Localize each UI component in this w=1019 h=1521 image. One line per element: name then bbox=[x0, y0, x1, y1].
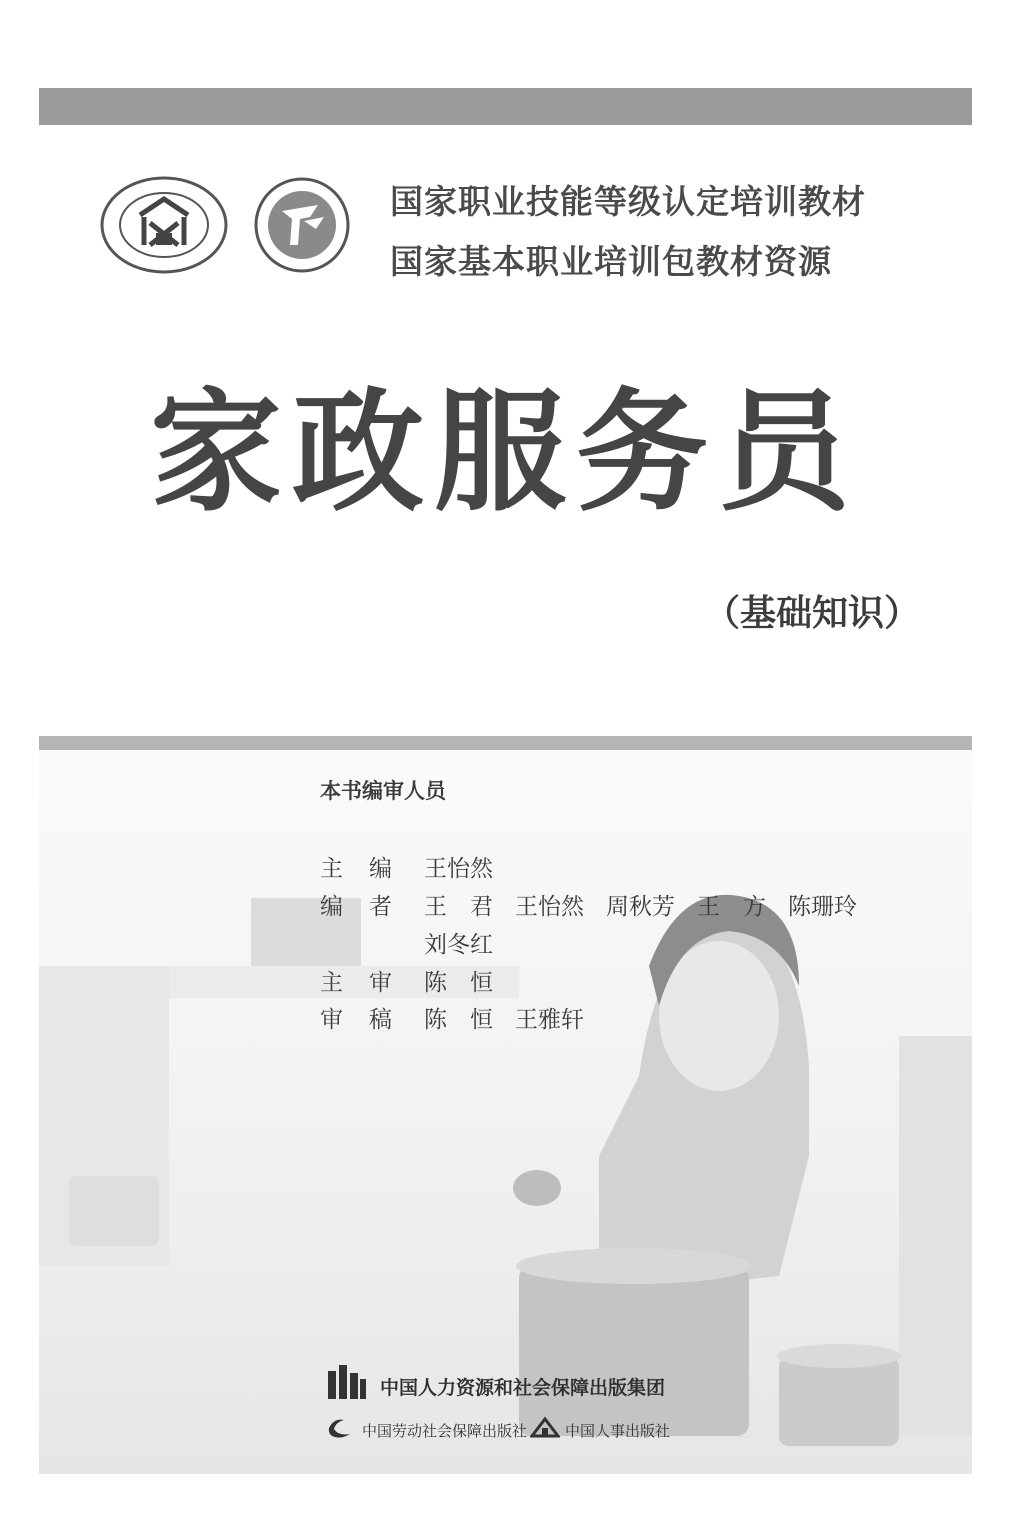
editor-row-authors-cont bbox=[320, 926, 515, 959]
person-name: 王 方 bbox=[697, 894, 766, 920]
imprint-personnel-press: 中国人事出版社 bbox=[565, 1422, 671, 1440]
book-subtitle: （基础知识） bbox=[704, 592, 921, 634]
labor-press-icon bbox=[326, 1416, 356, 1440]
publisher-building-icon bbox=[326, 1363, 368, 1401]
person-name: 刘冬红 bbox=[424, 932, 493, 958]
personnel-press-icon bbox=[530, 1416, 560, 1440]
top-gray-band bbox=[39, 88, 972, 125]
role-label: 主编 bbox=[320, 856, 418, 882]
training-package-seal-icon bbox=[252, 175, 352, 275]
person-name: 王怡然 bbox=[424, 856, 493, 882]
person-name: 陈珊玲 bbox=[788, 894, 857, 920]
person-name: 王雅轩 bbox=[515, 1007, 584, 1033]
person-name: 王怡然 bbox=[515, 894, 584, 920]
person-name: 陈 恒 bbox=[424, 1007, 493, 1033]
editors-heading: 本书编审人员 bbox=[320, 779, 446, 803]
editor-row-proofreaders bbox=[320, 1001, 606, 1034]
kitchen-photo bbox=[39, 736, 972, 1474]
editor-row-chief bbox=[320, 850, 515, 883]
certification-seal-icon bbox=[98, 175, 230, 275]
book-title: 家政服务员 bbox=[150, 376, 860, 530]
role-label: 主审 bbox=[320, 970, 418, 996]
series-line-2: 国家基本职业培训包教材资源 bbox=[390, 242, 832, 281]
imprint-labor-press: 中国劳动社会保障出版社 bbox=[362, 1422, 528, 1440]
person-name: 周秋芳 bbox=[606, 894, 675, 920]
role-label: 编者 bbox=[320, 894, 418, 920]
person-name: 陈 恒 bbox=[424, 970, 493, 996]
publisher-group-name: 中国人力资源和社会保障出版集团 bbox=[380, 1377, 666, 1399]
person-name: 王 君 bbox=[424, 894, 493, 920]
role-label: 审稿 bbox=[320, 1007, 418, 1033]
editor-row-authors bbox=[320, 888, 879, 921]
editor-row-reviewer bbox=[320, 964, 515, 997]
series-line-1: 国家职业技能等级认定培训教材 bbox=[390, 182, 866, 221]
